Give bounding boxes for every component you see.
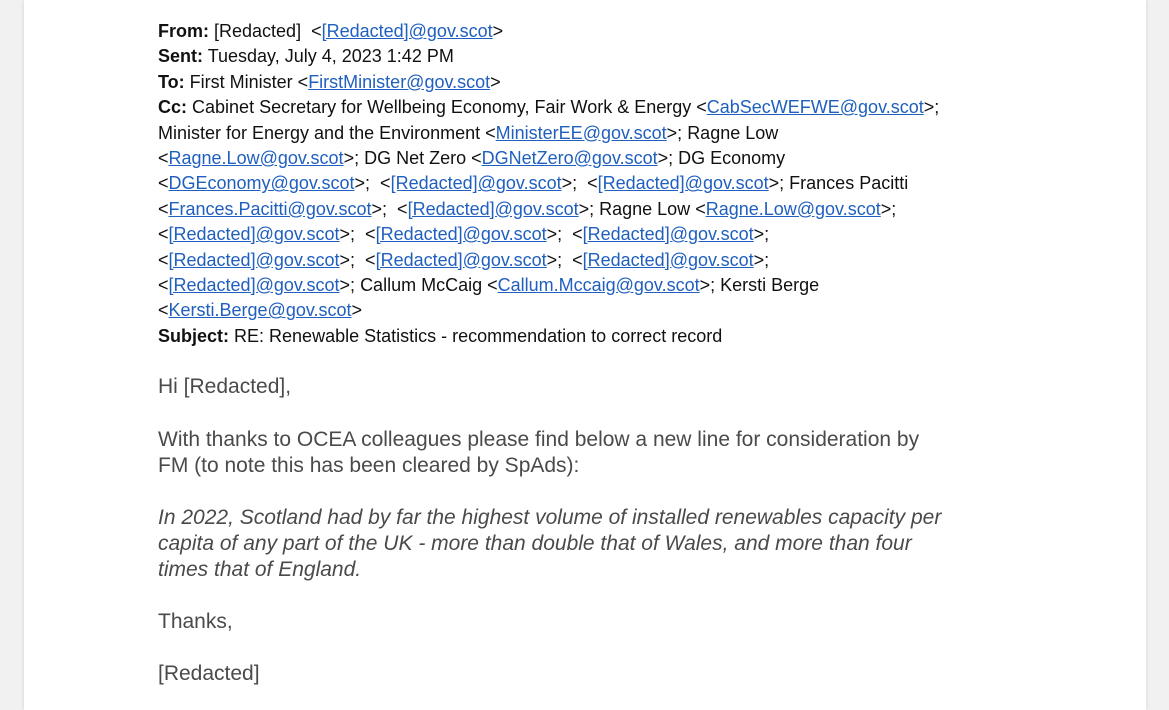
message-paragraph (158, 427, 1058, 479)
cc-ragne-email-link-2[interactable]: Ragne.Low@gov.scot (705, 198, 881, 219)
quote-line: times that of England. (158, 558, 362, 581)
cc-line-4: <DGEconomy@gov.scot>; <[Redacted]@gov.scot>; <[Redacted]@gov.scot>; Frances Pacitti (158, 173, 909, 194)
message-line: FM (to note this has been cleared by SpAds): (158, 454, 580, 477)
quote-line: In 2022, Scotland had by far the highest volume of installed renewables capacity per (158, 506, 942, 529)
signature: [Redacted] (158, 662, 260, 685)
cc-callum-email-link[interactable]: Callum.Mccaig@gov.scot (497, 274, 700, 295)
cc-minister-name: Minister for Energy and the Environment (158, 122, 481, 143)
cc-dge-email-link[interactable]: DGEconomy@gov.scot (168, 173, 355, 194)
cc-minister-email-link[interactable]: MinisterEE@gov.scot (495, 122, 667, 143)
cc-ragne-name-2: Ragne Low (599, 198, 691, 219)
greeting: Hi [Redacted], (158, 375, 292, 398)
cc-redacted-email-link[interactable]: [Redacted]@gov.scot (390, 173, 562, 194)
cc-line-6: <[Redacted]@gov.scot>; <[Redacted]@gov.scot>; <[Redacted]@gov.scot>; (158, 224, 770, 245)
cc-redacted-email-link[interactable]: [Redacted]@gov.scot (582, 224, 754, 245)
subject-value: RE: Renewable Statistics - recommendation to correct record (234, 325, 723, 346)
cc-frances-name: Frances Pacitti (789, 173, 909, 194)
cc-redacted-email-link[interactable]: [Redacted]@gov.scot (407, 198, 579, 219)
cc-dge-name: DG Economy (678, 147, 786, 168)
sent-line (158, 44, 1058, 69)
cc-line-3: <Ragne.Low@gov.scot>; DG Net Zero <DGNetZero@gov.scot>; DG Economy (158, 147, 786, 168)
quoted-line-paragraph (158, 505, 1058, 583)
to-name: First Minister (189, 71, 293, 92)
cc-redacted-email-link[interactable]: [Redacted]@gov.scot (168, 224, 340, 245)
cc-callum-name: Callum McCaig (360, 274, 483, 295)
to-label: To: (158, 71, 185, 92)
cc-cabsec-email-link[interactable]: CabSecWEFWE@gov.scot (706, 97, 924, 118)
cc-line-8: <[Redacted]@gov.scot>; Callum McCaig <Callum.Mccaig@gov.scot>; Kersti Berge (158, 274, 820, 295)
from-name: [Redacted] (214, 21, 302, 41)
from-line: From: [Redacted] <[Redacted]@gov.scot> (158, 21, 504, 41)
subject-label: Subject: (158, 325, 230, 346)
cc-frances-email-link[interactable]: Frances.Pacitti@gov.scot (168, 198, 372, 219)
sent-label: Sent: (158, 46, 203, 67)
quote-line: capita of any part of the UK - more than double that of Wales, and more than four (158, 532, 912, 555)
signoff: Thanks, (158, 610, 233, 633)
cc-line-2: Minister for Energy and the Environment <MinisterEE@gov.scot>; Ragne Low (158, 122, 779, 143)
to-line: To: First Minister <FirstMinister@gov.scot> (158, 71, 501, 92)
cc-redacted-email-link[interactable]: [Redacted]@gov.scot (597, 173, 769, 194)
cc-line-9: <Kersti.Berge@gov.scot> (158, 300, 363, 321)
message-line: With thanks to OCEA colleagues please find below a new line for consideration by (158, 428, 920, 451)
cc-line-5: <Frances.Pacitti@gov.scot>; <[Redacted]@gov.scot>; Ragne Low <Ragne.Low@gov.scot>; (158, 198, 897, 219)
cc-redacted-email-link[interactable]: [Redacted]@gov.scot (168, 274, 340, 295)
sent-value: Tuesday, July 4, 2023 1:42 PM (207, 46, 454, 67)
cc-redacted-email-link[interactable]: [Redacted]@gov.scot (375, 249, 547, 270)
to-email-link[interactable]: FirstMinister@gov.scot (308, 71, 491, 92)
from-label: From: (158, 21, 209, 41)
cc-line-7: <[Redacted]@gov.scot>; <[Redacted]@gov.scot>; <[Redacted]@gov.scot>; (158, 249, 770, 270)
from-email-link[interactable]: [Redacted]@gov.scot (321, 21, 493, 41)
cc-kersti-email-link[interactable]: Kersti.Berge@gov.scot (168, 300, 352, 321)
email-header (158, 19, 1058, 349)
cc-label: Cc: (158, 97, 188, 118)
cc-cabsec-name: Cabinet Secretary for Wellbeing Economy, Fair Work & Energy (192, 97, 692, 118)
cc-line-1: Cc: Cabinet Secretary for Wellbeing Economy, Fair Work & Energy <CabSecWEFWE@gov.scot>; (158, 97, 940, 118)
cc-redacted-email-link[interactable]: [Redacted]@gov.scot (582, 249, 754, 270)
cc-kersti-name: Kersti Berge (720, 274, 820, 295)
subject-line (158, 324, 1058, 349)
cc-dgnz-name: DG Net Zero (364, 147, 467, 168)
cc-redacted-email-link[interactable]: [Redacted]@gov.scot (375, 224, 547, 245)
cc-ragne-email-link[interactable]: Ragne.Low@gov.scot (168, 147, 344, 168)
cc-ragne-name: Ragne Low (687, 122, 779, 143)
cc-dgnz-email-link[interactable]: DGNetZero@gov.scot (481, 147, 658, 168)
cc-redacted-email-link[interactable]: [Redacted]@gov.scot (168, 249, 340, 270)
email-page (24, 0, 1146, 710)
